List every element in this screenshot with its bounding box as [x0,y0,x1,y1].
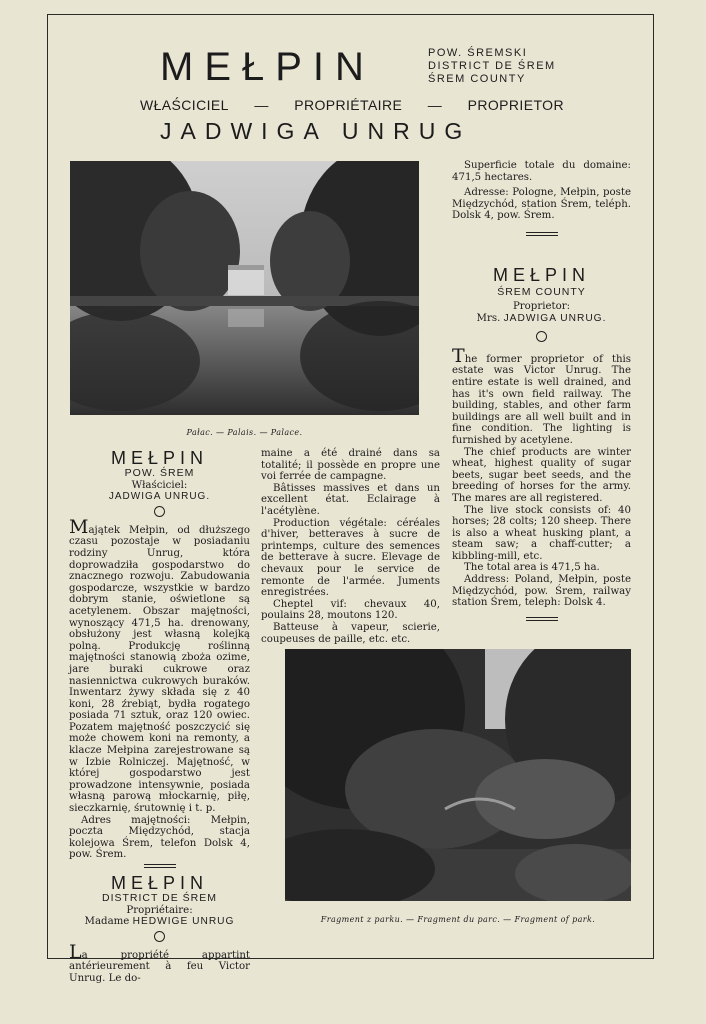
english-para: The total area is 471,5 ha. [464,562,600,574]
proprietor-name: JADWIGA UNRUG. [503,313,607,325]
page-title: MEŁPIN [160,45,375,89]
french-para: maine a été drainé dans sa totalité; il possède en propre une voi ferrée de campagne. [261,448,440,483]
french-owner-label: Propriétaire: [126,904,193,916]
french-owner-name: HEDWIGE UNRUG [132,916,235,928]
french-para: Batteuse à vapeur, scierie, coupeuses de paille, etc. etc. [261,621,440,645]
french-owner-line [69,916,250,928]
park-caption: Fragment z parku. — Fragment du parc. — Fragment of park. [320,915,596,924]
english-county: ŚREM COUNTY [497,286,586,298]
palace-photo [70,161,419,415]
address-fr: Adresse: Pologne, Mełpin, poste Międzychód, station Śrem, teléph. Dolsk 4, pow. Śrem. [452,187,631,222]
english-title: MEŁPIN [492,265,591,285]
roles-line [140,97,564,113]
ornament-circle [536,331,547,342]
french-owner-prefix: Madame [84,916,130,928]
polish-title: MEŁPIN [110,448,209,468]
divider [526,617,558,621]
polish-address: Adres majętności: Mełpin, poczta Międzychód, stacja kolejowa Śrem, telefon Dolsk 4, pow. Śrem. [69,814,250,861]
polish-para: Majątek Mełpin, od dłuższego czasu pozostaje w posiadaniu rodziny Unrug, która doprowadziła gospodarstwo do znacznego rozwoju. Zabudowania gospodarcze, wszystkie w bardzo dobrym stanie, oświetlone są acetylenem. Obszar majętności, wynoszący 471,5 ha. drenowany, obsłużony jest własną kolejką polną. Produkcję roślinną majętności stanowią zboża ozime, jare buraki cukrowe oraz nasiennictwa cukrowych buraków. Inwentarz żywy składa się z 40 koni, 28 źrebiąt, bydła rogatego posiada 71 sztuk, oraz 120 owiec. Pozatem majętność poszczycić się może chowem koni na remonty, a klacze Mełpina zarejestrowane są w Izbie Rolniczej. Majętność, w której gospodarstwo jest prowadzone intensywnie, posiada własną parową młockarnię, piłę, sieczkarnię, śrutownię i t. p. [69,515,250,815]
english-para: The live stock consists of: 40 horses; 28 colts; 120 sheep. There is also a wheat husking plant, a steam saw; a chaff-cutter; a kibbling-mill, etc. [452,504,631,562]
region-line: ŚREM COUNTY [428,73,526,85]
ornament-circle [154,506,165,517]
park-photo [285,649,631,901]
divider [144,864,176,868]
region-line: POW. ŚREMSKI [428,47,528,59]
english-para: The former proprietor of this estate was Victor Unrug. The entire estate is well drained, and has it's own field railway. The building, stables, and other farm buildings are all well built and in fine condition. The lighting is furnished by acetylene. [452,344,631,446]
english-section [452,265,631,627]
polish-section [69,448,250,985]
owner-label: Właściciel: [131,479,188,491]
polish-county: POW. ŚREM [124,467,195,479]
dropcap: M [69,515,89,538]
proprietor-prefix: Mrs. [476,313,501,325]
owner-name: JADWIGA UNRUG [160,118,472,144]
role-english: PROPRIETOR [467,97,564,113]
region-line: DISTRICT DE ŚREM [428,60,556,72]
french-para: Cheptel vif: chevaux 40, poulains 28, moutons 120. [261,598,440,622]
role-dash: — [254,97,269,113]
total-area-fr: Superficie totale du domaine: 471,5 hectares. [452,160,631,183]
english-para: Address: Poland, Mełpin, poste Międzychód, pow. Śrem, railway station Śrem, teleph: Dolsk 4. [452,574,631,609]
french-title: MEŁPIN [110,873,209,893]
role-polish: WŁAŚCICIEL [140,97,229,113]
french-para: Production végétale: céréales d'hiver, betteraves à sucre de printemps, culture des semences de betterave à sucre. Elevage de chevaux pour le service de remonte de l'armée. Juments enregistrées. [261,517,440,599]
french-para: La propriété appartint antérieurement à feu Victor Unrug. Le do- [69,940,250,984]
role-french: PROPRIÉTAIRE [294,97,403,113]
palace-caption: Pałac. — Palais. — Palace. [186,428,303,437]
proprietor-line [452,313,631,325]
divider [526,232,558,236]
french-para: Bâtisses massives et dans un excellent état. Eclairage à l'acétylène. [261,482,440,517]
french-county: DISTRICT DE ŚREM [102,892,217,904]
dropcap: T [452,344,465,367]
role-dash: — [427,97,443,113]
region-block [428,47,556,86]
proprietor-label: Proprietor: [512,300,571,312]
dropcap: L [69,940,82,963]
right-top-column [452,160,631,242]
english-para: The chief products are winter wheat, highest quality of sugar beets, sugar beet seeds, and the breeding of horses for the army. The mares are all registered. [452,446,631,504]
owner-name-pl: JADWIGA UNRUG. [108,491,211,503]
french-continuation [261,448,440,645]
ornament-circle [154,931,165,942]
